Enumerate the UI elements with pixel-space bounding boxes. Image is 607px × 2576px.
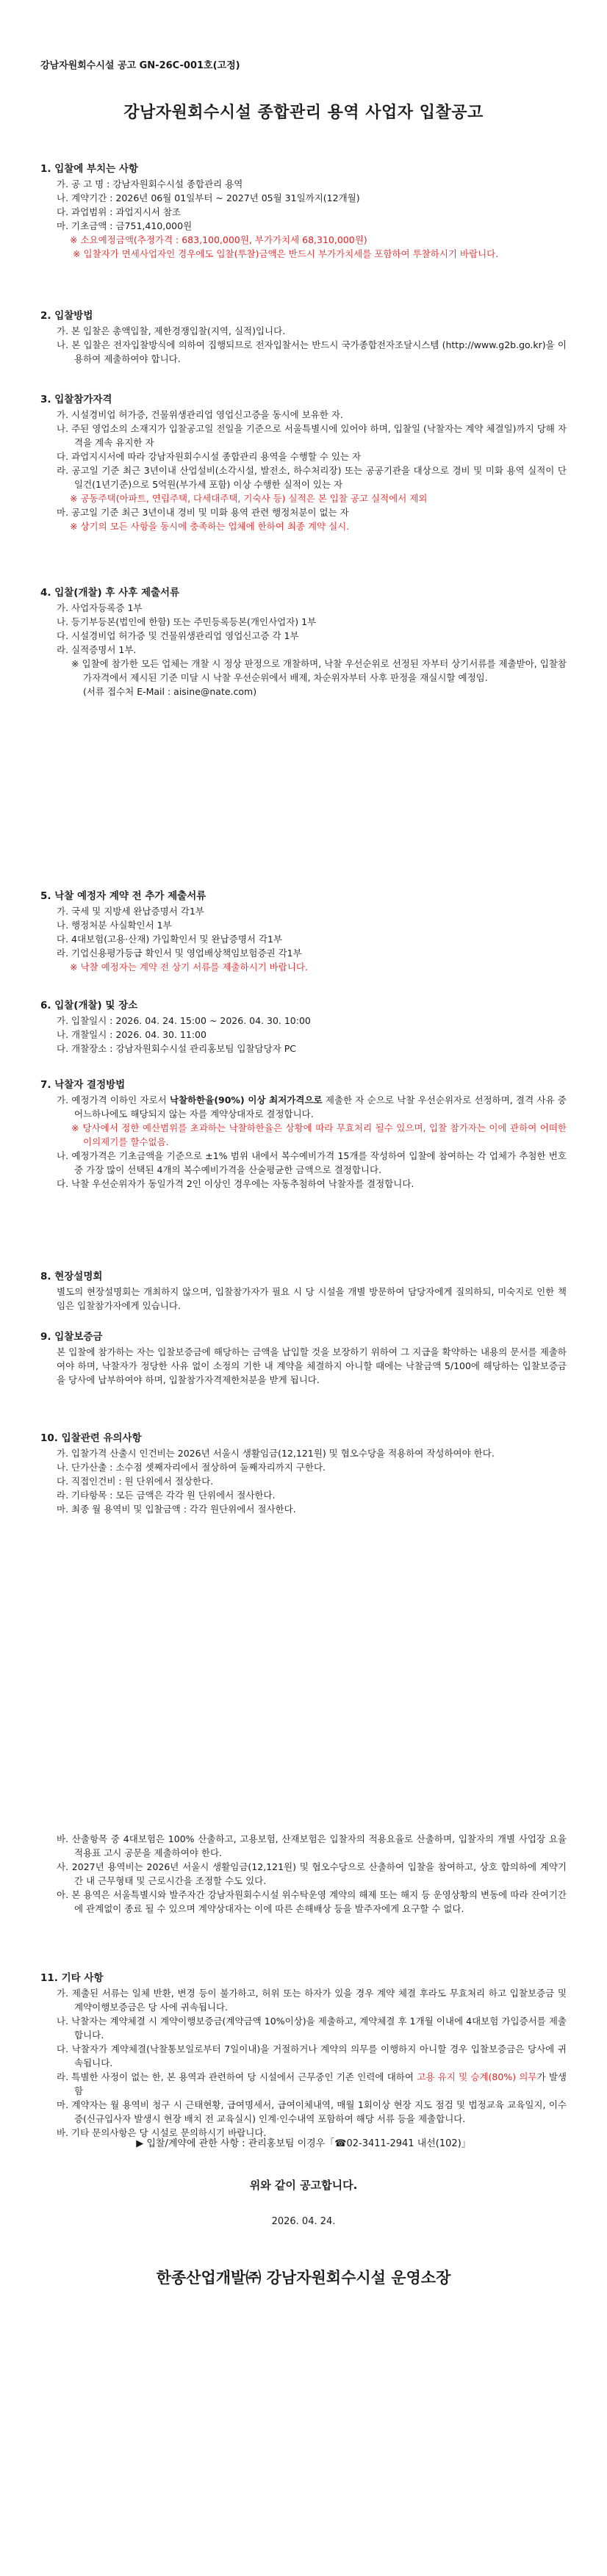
text: 가. 예정가격 이하인 자로서 [57, 1094, 170, 1105]
page-title: 강남자원회수시설 종합관리 용역 사업자 입찰공고 [123, 104, 484, 122]
list-item: 마. 최종 월 용역비 및 입찰금액 : 각각 원단위에서 절사한다. [57, 1504, 296, 1515]
list-item: 라. 실적증명서 1부. [57, 644, 137, 655]
list-item: 라. 기업신용평가등급 확인서 및 영업배상책임보험증권 각1부 [57, 948, 302, 959]
note-text: ※ 당사에서 정한 예산범위를 초과하는 낙찰하한율은 상황에 따라 무효처리 될수 있으며, 입찰 참가자는 이에 관하여 어떠한 이의제기를 할수없음. [71, 1122, 567, 1147]
section-bid-method [40, 307, 567, 366]
list-item: 마. 계약자는 월 용역비 청구 시 근태현황, 급여명세서, 급여이체내역, 매월 1회이상 현장 지도 점검 및 법정교육 교육일지, 이수증(신규입사자 발생시 현장 배치 전 교육실시) 인계·인수내역 포함하여 해당 서류 등을 제출합니다. [57, 2099, 567, 2124]
list-item: 다. 직접인건비 : 원 단위에서 절상한다. [57, 1476, 214, 1487]
note-text: ※ 입찰자가 면세사업자인 경우에도 입찰(투찰)금액은 반드시 부가가치세를 포함하여 투찰하시기 바랍니다. [73, 248, 499, 259]
section-pre-contract-documents [40, 887, 567, 974]
list-item: 나. 개찰일시 : 2026. 04. 30. 11:00 [57, 1029, 206, 1040]
section-heading: 9. 입찰보증금 [40, 1331, 103, 1343]
list-item: 나. 행정처분 사실확인서 1부 [57, 920, 172, 931]
list-item: 가. 입찰가격 산출시 인건비는 2026년 서울시 생활임금(12,121원) 및 협오수당을 적용하여 작성하여야 한다. [57, 1448, 495, 1459]
section-cautions [40, 1429, 567, 1516]
highlight-text: 고용 유지 및 승계(80%) 의무 [417, 2071, 537, 2082]
text: 라. 특별한 사정이 없는 한, 본 용역과 관련하여 당 시설에서 근무중인 기존 인력에 대하여 [57, 2071, 414, 2082]
contact-line: ▶ 입찰/계약에 관한 사항 : 관리홍보팀 이경우「☎02-3411-2941 내선(102)」 [136, 2138, 471, 2149]
list-item [40, 1093, 567, 1121]
note-text: ※ 공동주택(아파트, 연립주택, 다세대주택, 기숙사 등) 실적은 본 입찰 공고 실적에서 제외 [70, 493, 428, 504]
note-text: ※ 상기의 모든 사항을 동시에 충족하는 업체에 한하여 최종 계약 실시. [70, 521, 350, 532]
list-item: 마. 공고일 기준 최근 3년이내 경비 및 미화 용역 관련 행정처분이 없는 자 [57, 507, 349, 518]
list-item: 라. 공고일 기준 최근 3년이내 산업설비(소각시설, 발전소, 하수처리장) 또는 공공기관을 대상으로 경비 및 미화 용역 실적이 단일건(1년기준)으로 5억원(부가세 포함) 이상 수행한 실적이 있는 자 [57, 465, 567, 490]
section-heading: 11. 기타 사항 [40, 1972, 104, 1984]
list-item: 마. 기초금액 : 금751,410,000원 [57, 220, 193, 231]
list-item: 나. 등기부등본(법인에 한함) 또는 주민등록등본(개인사업자) 1부 [57, 616, 317, 627]
list-item: 아. 본 용역은 서울특별시와 발주자간 강남자원회수시설 위수탁운영 계약의 해제 또는 해지 등 운영상황의 변동에 따라 잔여기간에 관계없이 종료 될 수 있으며 계약상대자는 이에 따른 손해배상 등을 발주자에게 요구할 수 없다. [57, 1889, 567, 1914]
section-cautions-continued [40, 1832, 567, 1916]
body-text: 별도의 현장설명회는 개최하지 않으며, 입찰참가자가 필요 시 당 시설을 개별 방문하여 담당자에게 질의하되, 미숙지로 인한 책임은 입찰참가자에게 있습니다. [57, 1286, 567, 1311]
section-award-method [40, 1076, 567, 1191]
body-text: 본 입찰에 참가하는 자는 입찰보증금에 해당하는 금액을 납입할 것을 보장하기 위하여 그 지급을 확약하는 내용의 문서를 제출하여야 하며, 낙찰자가 정당한 사유 없이 소정의 기한 내 계약을 체결하지 아니할 때에는 낙찰금액 5/100에 해당하는 입찰보증금을 당사에 납부하여야 하며, 입찰참가자격제한처분을 받게 됩니다. [57, 1346, 567, 1385]
section-heading: 1. 입찰에 부치는 사항 [40, 163, 138, 175]
list-item: 다. 과업지시서에 따라 강남자원회수시설 종합관리 용역을 수행할 수 있는 자 [57, 451, 362, 462]
list-item: 가. 본 입찰은 총액입찰, 제한경쟁입찰(지역, 실적)입니다. [57, 325, 286, 336]
list-item: 다. 시설경비업 허가증 및 건물위생관리업 영업신고증 각 1부 [57, 630, 299, 641]
list-item: 나. 예정가격은 기초금액을 기준으로 ±1% 범위 내에서 복수예비가격 15개를 작성하여 입찰에 참여하는 각 업체가 추첨한 번호 중 가장 많이 선택된 4개의 복수예비가격을 산술평균한 금액으로 결정합니다. [57, 1150, 567, 1175]
section-eligibility [40, 391, 567, 533]
list-item: 나. 낙찰자는 계약체결 시 계약이행보증금(계약금액 10%이상)을 제출하고, 계약체결 후 1개월 이내에 4대보험 가입증서를 제출합니다. [57, 2016, 567, 2041]
list-item: 가. 공 고 명 : 강남자원회수시설 종합관리 용역 [57, 178, 243, 190]
email-contact: (서류 접수처 E-Mail : aisine@nate.com) [83, 686, 257, 697]
note-text: ※ 낙찰 예정자는 계약 전 상기 서류를 제출하시기 바랍니다. [70, 962, 308, 973]
section-bid-schedule [40, 997, 567, 1056]
list-item: 다. 낙찰자가 계약체결(낙찰통보일로부터 7일이내)을 거절하거나 계약의 의무를 이행하지 아니할 경우 입찰보증금은 당사에 귀속됩니다. [57, 2043, 567, 2068]
text: 제출한 자 순으로 낙찰 우선순위자로 선정하며, 결격 사유 중 어느하나에도 해당되지 않는 자를 계약상대자로 결정합니다. [74, 1094, 567, 1119]
emphasis-text: 낙찰하한율(90%) 이상 최저가격으로 [169, 1094, 323, 1105]
section-bid-items [40, 160, 567, 261]
list-item: 가. 시설경비업 허가증, 건물위생관리업 영업신고증을 동시에 보유한 자. [57, 409, 343, 420]
list-item: 바. 기타 문의사항은 당 시설로 문의하시기 바랍니다. [57, 2127, 267, 2138]
list-item: 다. 4대보험(고용·산재) 가입확인서 및 완납증명서 각1부 [57, 934, 283, 945]
section-post-bid-documents [40, 584, 567, 699]
text: 가 발생함 [74, 2071, 567, 2096]
list-item: 나. 본 입찰은 전자입찰방식에 의하여 집행되므로 전자입찰서는 반드시 국가종합전자조달시스템 (http://www.g2b.go.kr)을 이용하여 제출하여야 합니다. [57, 339, 567, 364]
list-item: 다. 낙찰 우선순위자가 동일가격 2인 이상인 경우에는 자동추첨하여 낙찰자를 결정합니다. [57, 1178, 414, 1189]
closing-statement: 위와 같이 공고합니다. [249, 2179, 358, 2192]
section-bid-bond [40, 1328, 567, 1387]
list-item: 가. 국세 및 지방세 완납증명서 각1부 [57, 906, 204, 917]
section-heading: 6. 입찰(개찰) 및 장소 [40, 1000, 138, 1011]
section-heading: 8. 현장설명회 [40, 1271, 103, 1282]
list-item: 가. 사업자등록증 1부 [57, 602, 143, 613]
list-item: 다. 개찰장소 : 강남자원회수시설 관리홍보팀 입찰담당자 PC [57, 1043, 297, 1054]
section-heading: 4. 입찰(개찰) 후 사후 제출서류 [40, 587, 180, 599]
list-item: 나. 단가산출 : 소수점 셋째자리에서 절상하여 둘째자리까지 구한다. [57, 1462, 326, 1473]
list-item: 다. 과업범위 : 과업지시서 참조 [57, 206, 181, 217]
note-text: ※ 입찰에 참가한 모든 업체는 개찰 시 정상 판정으로 개찰하며, 낙찰 우선순위로 선정된 자부터 상기서류를 제출받아, 입찰참가자격에서 제시된 기준 미달 시 낙찰 우선순위에서 배제, 차순위자부터 사후 판정을 재실시할 예정임. [71, 658, 567, 683]
section-heading: 3. 입찰참가자격 [40, 394, 112, 405]
list-item: 라. 기타항목 : 모든 금액은 각각 원 단위에서 절사한다. [57, 1490, 276, 1501]
section-heading: 5. 낙찰 예정자 계약 전 추가 제출서류 [40, 890, 206, 902]
list-item: 가. 입찰일시 : 2026. 04. 24. 15:00 ~ 2026. 04. 30. 10:00 [57, 1015, 311, 1026]
list-item: 사. 2027년 용역비는 2026년 서울시 생활임금(12,121원) 및 협오수당으로 산출하여 입찰을 참여하고, 상호 합의하에 계약기간 내 근무형태 및 근로시간을 조정할 수도 있다. [57, 1861, 567, 1886]
notice-date: 2026. 04. 24. [271, 2216, 336, 2227]
signer-name: 한종산업개발㈜ 강남자원회수시설 운영소장 [156, 2269, 451, 2287]
list-item [40, 2070, 567, 2098]
section-other [40, 1969, 567, 2140]
list-item: 바. 산출항목 중 4대보험은 100% 산출하고, 고용보험, 산재보험은 입찰자의 적용요율로 산출하며, 입찰자의 개별 사업장 요율적용표 고시 공문을 제출하여야 한다. [57, 1833, 567, 1858]
section-heading: 10. 입찰관련 유의사항 [40, 1432, 142, 1444]
section-heading: 2. 입찰방법 [40, 310, 93, 322]
list-item: 나. 계약기간 : 2026년 06월 01일부터 ~ 2027년 05월 31일까지(12개월) [57, 192, 360, 203]
section-site-briefing [40, 1268, 567, 1313]
notice-number: 강남자원회수시설 공고 GN-26C-001호(고정) [40, 60, 240, 71]
list-item: 가. 제출된 서류는 일체 반환, 변경 등이 불가하고, 허위 또는 하자가 있을 경우 계약 체결 후라도 무효처리 하고 입찰보증금 및 계약이행보증금은 당 사에 귀속됩니다. [57, 1988, 567, 2013]
list-item: 나. 주된 영업소의 소재지가 입찰공고일 전일을 기준으로 서울특별시에 있어야 하며, 입찰일 (낙찰자는 계약 체결일)까지 당해 자격을 계속 유지한 자 [57, 423, 567, 448]
section-heading: 7. 낙찰자 결정방법 [40, 1079, 126, 1091]
note-text: ※ 소요예정금액(추정가격 : 683,100,000원, 부가가치세 68,310,000원) [70, 234, 367, 245]
